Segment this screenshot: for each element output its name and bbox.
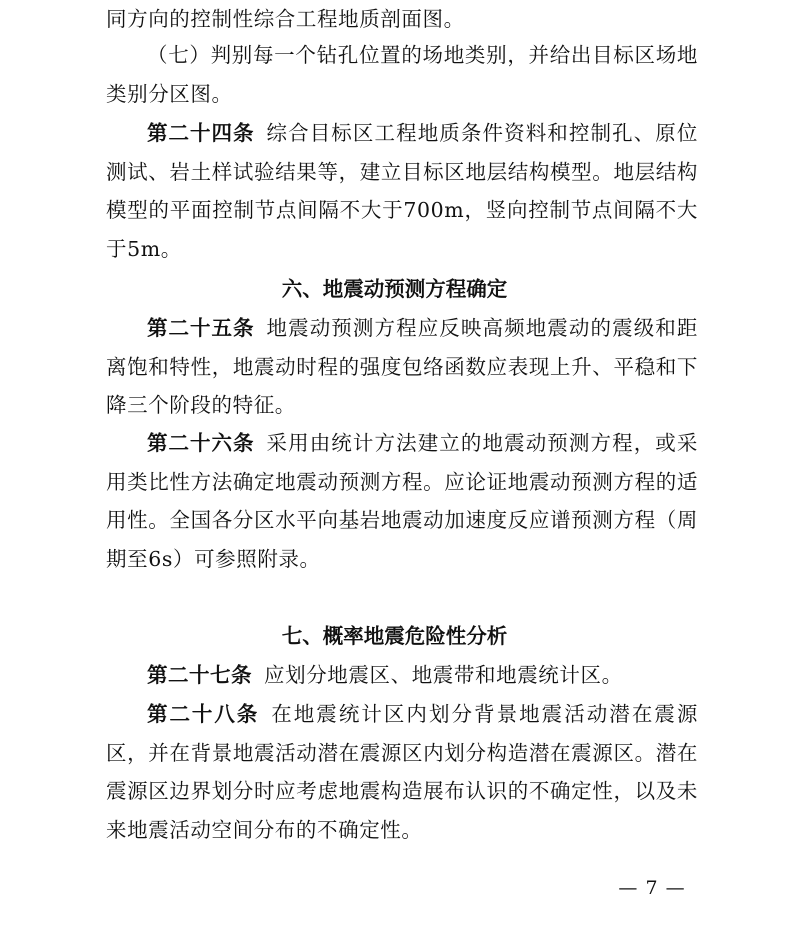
article-text: 在地震统计区内划分背景地震活动潜在震源区，并在背景地震活动潜在震源区内划分构造潜在震源区。潜在震源区边界划分时应考虑地震构造展布认识的不确定性，以及未来地震活动空间分布的不确定性。	[106, 702, 699, 843]
article-28	[106, 695, 698, 850]
article-number: 第二十六条	[147, 431, 255, 455]
article-number: 第二十四条	[147, 121, 255, 145]
article-number: 第二十五条	[147, 316, 255, 340]
paragraph-site-classification	[106, 36, 698, 113]
article-number: 第二十八条	[147, 702, 260, 726]
section-heading-7: 七、概率地震危险性分析	[281, 624, 508, 648]
article-text: 综合目标区工程地质条件资料和控制孔、原位测试、岩土样试验结果等，建立目标区地层结构模型。地层结构模型的平面控制节点间隔不大于700m，竖向控制节点间隔不大于5m。	[106, 121, 698, 262]
article-text: 地震动预测方程应反映高频地震动的震级和距离饱和特性，地震动时程的强度包络函数应表现上升、平稳和下降三个阶段的特征。	[106, 316, 698, 418]
paragraph-geologic-profile-end	[106, 0, 698, 39]
paragraph-text: 同方向的控制性综合工程地质剖面图。	[106, 7, 465, 31]
article-24	[106, 114, 698, 269]
paragraph-text: （七）判别每一个钻孔位置的场地类别，并给出目标区场地类别分区图。	[106, 43, 698, 106]
article-27	[106, 656, 698, 695]
article-text: 应划分地震区、地震带和地震统计区。	[264, 663, 623, 687]
article-26	[106, 424, 698, 579]
page-number: — 7 —	[618, 877, 686, 899]
article-text: 采用由统计方法建立的地震动预测方程，或采用类比性方法确定地震动预测方程。应论证地震动预测方程的适用性。全国各分区水平向基岩地震动加速度反应谱预测方程（周期至6s）可参照附录。	[106, 431, 698, 572]
article-number: 第二十七条	[147, 663, 252, 687]
section-heading-6: 六、地震动预测方程确定	[281, 277, 508, 301]
article-25	[106, 309, 698, 425]
